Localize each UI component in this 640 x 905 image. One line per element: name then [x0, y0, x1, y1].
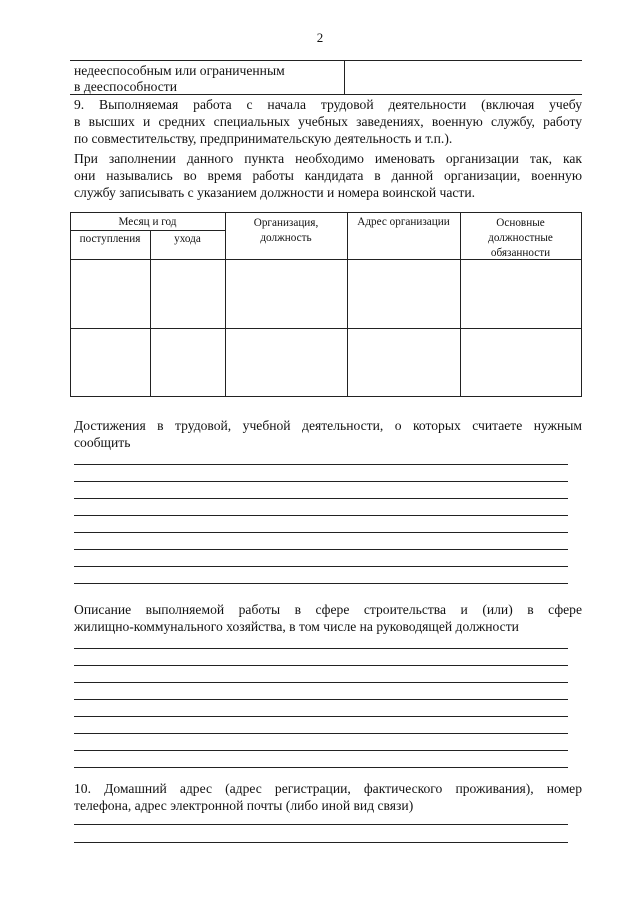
- table-row1-bottom: [70, 328, 582, 329]
- achievements-line2: сообщить: [74, 435, 131, 450]
- achievements-fill-line[interactable]: [74, 549, 568, 550]
- construction-fill-line[interactable]: [74, 682, 568, 683]
- construction-line2: жилищно-коммунального хозяйства, в том числе на руководящей должности: [74, 619, 519, 634]
- table-col-divider-1: [150, 230, 151, 397]
- header-duties-line3: обязанности: [490, 247, 551, 259]
- section9-line3: по совместительству, предпринимательскую деятельность и т.п.).: [74, 131, 453, 146]
- construction-fill-line[interactable]: [74, 665, 568, 666]
- achievements-fill-line[interactable]: [74, 481, 568, 482]
- top-row-label-line1: недееспособным или ограниченным: [74, 63, 285, 78]
- construction-fill-line[interactable]: [74, 767, 568, 768]
- construction-line1: Описание выполняемой работы в сфере строительства и (или) в сфере: [74, 602, 582, 617]
- table-border-bottom: [70, 396, 582, 397]
- table-border-top: [70, 212, 582, 213]
- header-duties-line1: Основные: [496, 217, 545, 229]
- section9-instruction-line3: службу записывать с указанием должности и номера воинской части.: [74, 185, 476, 200]
- top-row-border-top: [70, 60, 582, 61]
- construction-fill-line[interactable]: [74, 750, 568, 751]
- page-number: 2: [316, 30, 324, 45]
- section9-line1: 9. Выполняемая работа с начала трудовой деятельности (включая учебу: [74, 97, 582, 112]
- header-org-line1: Организация,: [253, 217, 319, 229]
- achievements-fill-line[interactable]: [74, 464, 568, 465]
- address-fill-line[interactable]: [74, 824, 568, 825]
- table-subheader-line: [70, 230, 225, 231]
- address-fill-line[interactable]: [74, 842, 568, 843]
- construction-fill-line[interactable]: [74, 648, 568, 649]
- achievements-fill-line[interactable]: [74, 566, 568, 567]
- achievements-fill-line[interactable]: [74, 498, 568, 499]
- section10-line1: 10. Домашний адрес (адрес регистрации, фактического проживания), номер: [74, 781, 582, 796]
- achievements-line1: Достижения в трудовой, учебной деятельности, о которых считаете нужным: [74, 418, 582, 433]
- top-row-label-line2: в дееспособности: [74, 79, 177, 94]
- header-org-line2: должность: [260, 232, 312, 244]
- header-end: ухода: [174, 233, 201, 245]
- achievements-fill-line[interactable]: [74, 583, 568, 584]
- header-month-year: Месяц и год: [118, 216, 177, 228]
- construction-fill-line[interactable]: [74, 699, 568, 700]
- achievements-fill-line[interactable]: [74, 532, 568, 533]
- construction-fill-line[interactable]: [74, 733, 568, 734]
- section9-instruction-line1: При заполнении данного пункта необходимо именовать организации так, как: [74, 151, 582, 166]
- header-start: поступления: [79, 233, 141, 245]
- section9-instruction-line2: они назывались во время работы кандидата в данной организации, военную: [74, 168, 582, 183]
- top-row-divider: [344, 60, 345, 94]
- section9-line2: в высших и средних специальных учебных заведениях, военную службу, работу: [74, 114, 582, 129]
- table-border-right: [581, 212, 582, 397]
- section10-line2: телефона, адрес электронной почты (либо иной вид связи): [74, 798, 414, 813]
- construction-fill-line[interactable]: [74, 716, 568, 717]
- achievements-fill-line[interactable]: [74, 515, 568, 516]
- table-col-divider-3: [347, 212, 348, 397]
- header-address: Адрес организации: [357, 216, 450, 228]
- header-duties-line2: должностные: [488, 232, 553, 244]
